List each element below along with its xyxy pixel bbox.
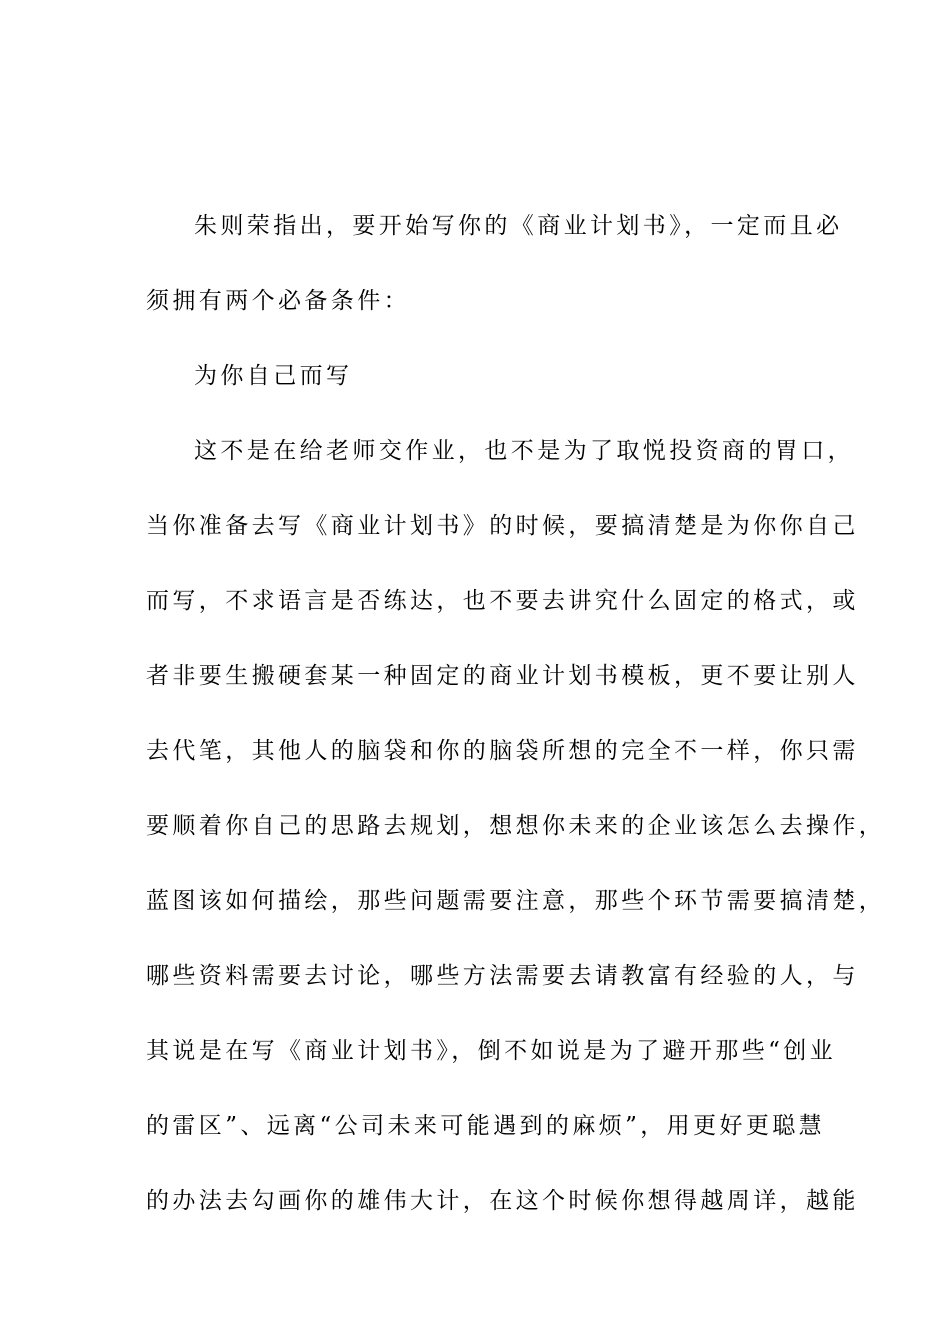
paragraph-2-line-6: 要顺着你自己的思路去规划，想想你未来的企业该怎么去操作， xyxy=(146,813,886,839)
paragraph-2-line-3: 而写，不求语言是否练达，也不要去讲究什么固定的格式，或 xyxy=(146,588,859,614)
paragraph-2-line-1: 这不是在给老师交作业，也不是为了取悦投资商的胃口， xyxy=(194,438,854,464)
section-heading: 为你自己而写 xyxy=(194,363,353,389)
paragraph-2-line-2: 当你准备去写《商业计划书》的时候，要搞清楚是为你你自己 xyxy=(146,513,859,539)
paragraph-1-line-2: 须拥有两个必备条件： xyxy=(146,288,410,314)
paragraph-2-line-7: 蓝图该如何描绘，那些问题需要注意，那些个环节需要搞清楚， xyxy=(146,888,886,914)
paragraph-2-line-8: 哪些资料需要去讨论，哪些方法需要去请教富有经验的人，与 xyxy=(146,963,859,989)
paragraph-1-line-1: 朱则荣指出，要开始写你的《商业计划书》，一定而且必 xyxy=(194,213,843,239)
paragraph-2-line-9: 其说是在写《商业计划书》，倒不如说是为了避开那些“创业 xyxy=(146,1038,837,1064)
paragraph-2-line-11: 的办法去勾画你的雄伟大计，在这个时候你想得越周详，越能 xyxy=(146,1188,859,1214)
paragraph-2-line-10: 的雷区”、远离“公司未来可能遇到的麻烦”，用更好更聪慧 xyxy=(146,1113,826,1139)
paragraph-2-line-5: 去代笔，其他人的脑袋和你的脑袋所想的完全不一样，你只需 xyxy=(146,738,859,764)
paragraph-2-line-4: 者非要生搬硬套某一种固定的商业计划书模板，更不要让别人 xyxy=(146,663,859,689)
